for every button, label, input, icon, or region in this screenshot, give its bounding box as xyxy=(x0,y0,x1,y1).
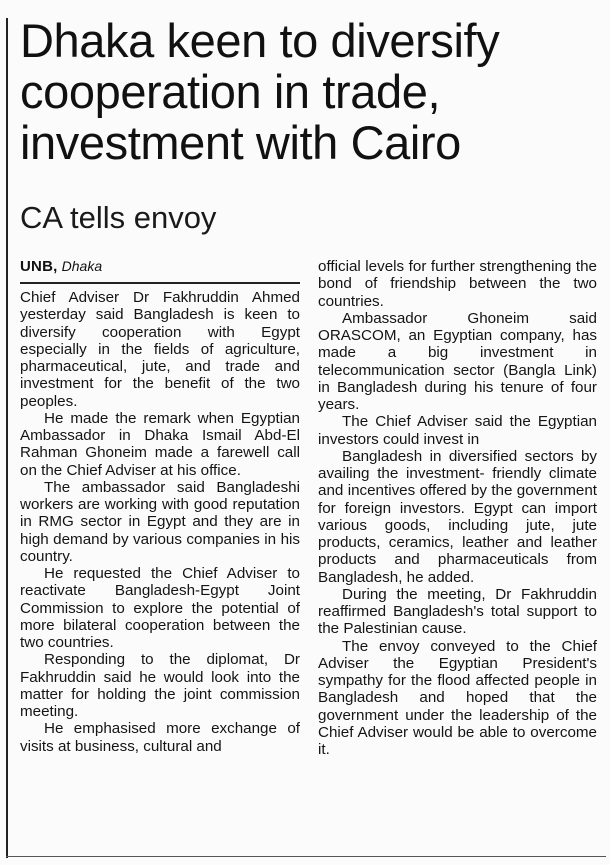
paragraph: Ambassador Ghoneim said ORASCOM, an Egyptian company, has made a big investment in telecommunication sector (Bangla Link) in Bangladesh during his tenure of four years. xyxy=(318,309,597,413)
dateline xyxy=(20,258,102,275)
subheadline: CA tells envoy xyxy=(20,200,217,235)
news-agency: UNB, xyxy=(20,258,58,275)
dateline-location: Dhaka xyxy=(61,258,103,274)
paragraph: He requested the Chief Adviser to reactivate Bangladesh-Egypt Joint Commission to explore the potential of more bilateral cooperation between the two countries. xyxy=(20,565,300,651)
headline-line: Dhaka keen to diversify xyxy=(20,14,500,67)
paragraph: The ambassador said Bangladeshi workers are working with good reputation in RMG sector in Egypt and they are in high demand by various companies in his country. xyxy=(20,478,300,565)
dateline-rule xyxy=(20,282,300,284)
left-column xyxy=(20,289,300,755)
headline-line: cooperation in trade, xyxy=(20,64,441,118)
paragraph: Bangladesh in diversified sectors by availing the investment- friendly climate and incentives offered by the government for foreign investors. Egypt can import various goods, including jute, jute products, ceramics, leather and leather products and pharmaceuticals from Bangladesh, he added. xyxy=(318,447,597,586)
paragraph: official levels for further strengthening the bond of friendship between the two countries. xyxy=(318,258,597,310)
paragraph: Chief Adviser Dr Fakhruddin Ahmed yesterday said Bangladesh is keen to diversify cooperation with Egypt especially in the fields of agriculture, pharmaceutical, jute, and trade and investment for the benefit of the two peoples. xyxy=(20,289,300,410)
paragraph: He made the remark when Egyptian Ambassador in Dhaka Ismail Abd-El Rahman Ghoneim made a farewell call on the Chief Adviser at his office. xyxy=(20,409,300,479)
paragraph: He emphasised more exchange of visits at business, cultural and xyxy=(20,720,300,755)
headline-line: investment with Cairo xyxy=(20,115,461,169)
paragraph: The envoy conveyed to the Chief Adviser the Egyptian President's sympathy for the flood affected people in Bangladesh and hoped that the government under the leadership of the Chief Adviser would be able to overcome it. xyxy=(318,637,597,758)
paragraph: The Chief Adviser said the Egyptian investors could invest in xyxy=(318,413,597,448)
paragraph: Responding to the diplomat, Dr Fakhruddin said he would look into the matter for holding the joint commission meeting. xyxy=(20,651,300,720)
bottom-border-rule xyxy=(6,856,606,857)
right-column xyxy=(318,258,597,758)
paragraph: During the meeting, Dr Fakhruddin reaffirmed Bangladesh's total support to the Palestinian cause. xyxy=(318,585,597,638)
headline xyxy=(20,16,605,168)
left-border-rule xyxy=(6,18,8,858)
